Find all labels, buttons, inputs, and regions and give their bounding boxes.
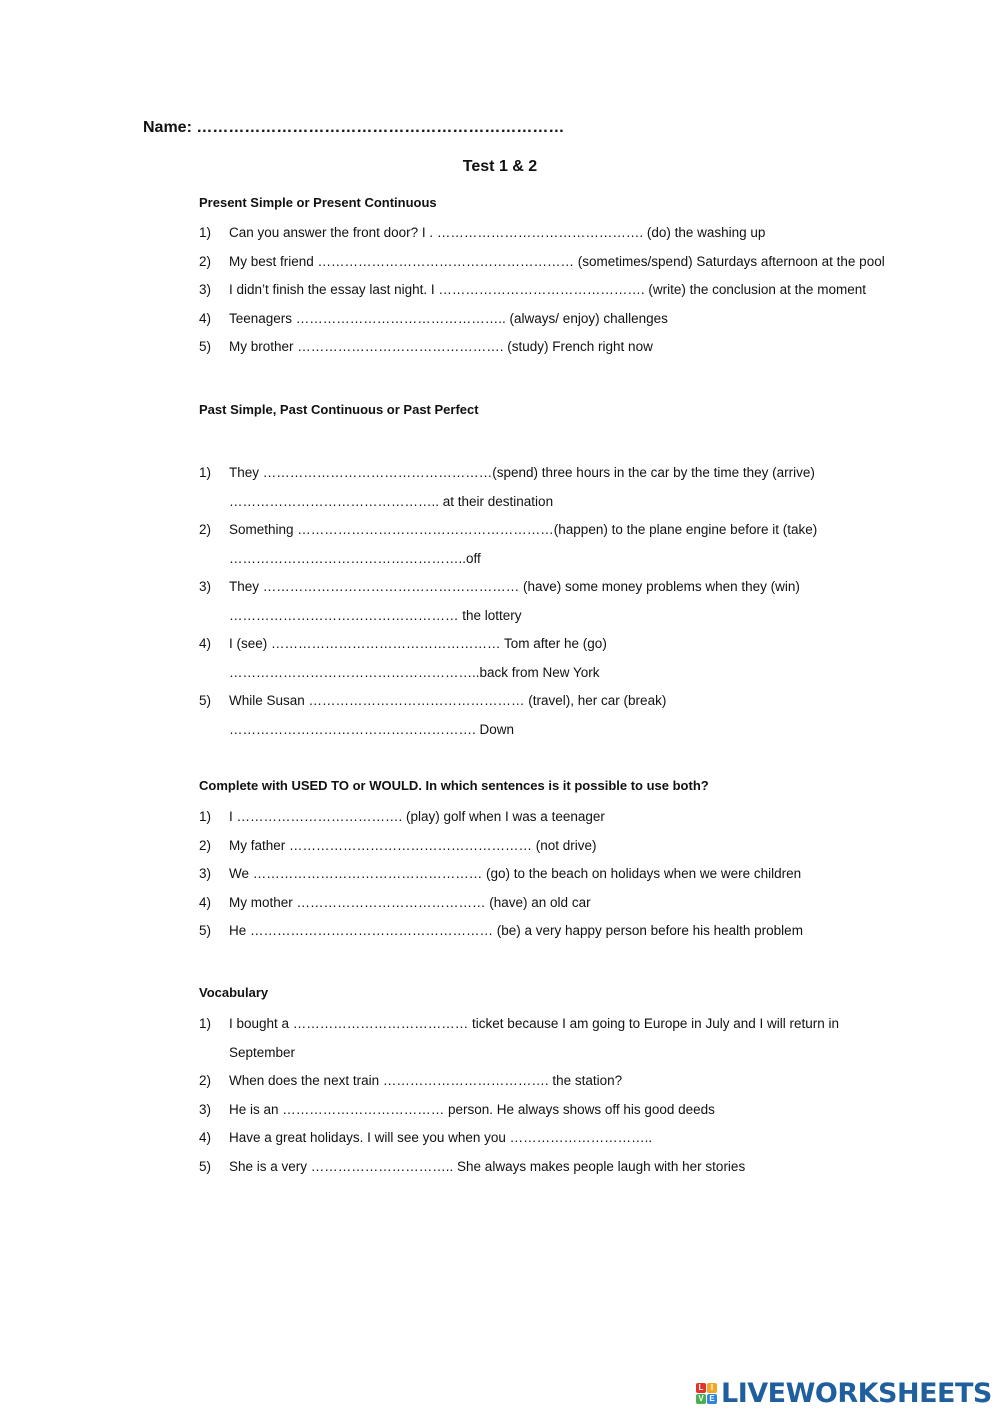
item-number: 3) xyxy=(199,579,212,594)
item-number: 5) xyxy=(199,339,212,354)
exercise-item xyxy=(199,687,879,744)
item-number: 5) xyxy=(199,923,212,938)
item-number: 3) xyxy=(199,1101,212,1117)
logo-mark-cell: V xyxy=(696,1394,706,1404)
logo-mark-cell: L xyxy=(696,1383,706,1393)
section-heading: Present Simple or Present Continuous xyxy=(199,195,437,210)
exercise-item xyxy=(199,219,879,248)
item-text: I didn’t finish the essay last night. I ………………………………………. (write) the conclusion at the moment xyxy=(229,282,866,297)
item-number: 3) xyxy=(199,866,212,881)
item-text: We …………………………………………… (go) to the beach on holidays when we were children xyxy=(229,866,802,881)
item-text: They ……………………………………………(spend) three hours in the car by the time they (arrive) ……………………………………….. at their destination xyxy=(229,465,815,509)
item-number: 2) xyxy=(199,1073,212,1088)
section-heading: Complete with USED TO or WOULD. In which sentences is it possible to use both? xyxy=(199,778,709,793)
liveworksheets-logo xyxy=(696,1376,992,1410)
item-number: 5) xyxy=(199,1158,212,1174)
exercise-item xyxy=(199,832,879,861)
item-text: Teenagers ……………………………………….. (always/ enjoy) challenges xyxy=(229,310,668,326)
item-text: She is a very ………………………….. She always makes people laugh with her stories xyxy=(229,1158,746,1174)
exercise-item xyxy=(199,803,879,832)
item-number: 4) xyxy=(199,636,212,651)
item-number: 4) xyxy=(199,894,212,910)
item-text: He is an ……………………………… person. He always shows off his good deeds xyxy=(229,1101,715,1117)
item-text: My best friend ………………………………………………… (sometimes/spend) Saturdays afternoon at the pool xyxy=(229,253,885,269)
item-number: 4) xyxy=(199,1130,212,1145)
section-heading: Past Simple, Past Continuous or Past Perfect xyxy=(199,402,479,417)
item-text: My brother ………………………………………. (study) French right now xyxy=(229,339,653,354)
item-text: While Susan ………………………………………… (travel), her car (break) ………………………………………………. Down xyxy=(229,693,667,737)
logo-mark-icon xyxy=(696,1383,717,1404)
item-text: Something …………………………………………………(happen) to the plane engine before it (take) ……………………………………………..off xyxy=(229,522,818,566)
exercise-item xyxy=(199,889,879,918)
section-vocabulary xyxy=(199,984,879,1181)
item-text: My father ……………………………………………… (not drive) xyxy=(229,837,597,853)
item-text: They ………………………………………………… (have) some money problems when they (win) …………………………………………… the lottery xyxy=(229,579,800,623)
section-past-tenses xyxy=(199,401,879,744)
item-number: 2) xyxy=(199,837,212,853)
item-number: 4) xyxy=(199,310,212,326)
exercise-item xyxy=(199,333,879,362)
item-number: 1) xyxy=(199,1016,212,1031)
item-number: 5) xyxy=(199,693,212,708)
name-field-line: Name: …………………………………………………………… xyxy=(143,119,565,136)
item-text: Can you answer the front door? I . ………………………………………. (do) the washing up xyxy=(229,225,766,240)
exercise-item xyxy=(199,573,879,630)
exercise-item xyxy=(199,917,879,946)
exercise-item xyxy=(199,1067,879,1096)
exercise-item xyxy=(199,1096,879,1125)
logo-text: LIVEWORKSHEETS xyxy=(721,1377,992,1409)
logo-mark-cell: E xyxy=(707,1394,717,1404)
item-number: 3) xyxy=(199,282,212,297)
exercise-item xyxy=(199,305,879,334)
item-number: 1) xyxy=(199,465,212,480)
item-text: He ……………………………………………… (be) a very happy person before his health problem xyxy=(229,923,803,938)
section-heading: Vocabulary xyxy=(199,985,269,1000)
page-title: Test 1 & 2 xyxy=(462,158,538,175)
exercise-item xyxy=(199,276,879,305)
item-number: 2) xyxy=(199,522,212,537)
exercise-item xyxy=(199,459,879,516)
item-text: My mother …………………………………… (have) an old car xyxy=(229,894,591,910)
exercise-item xyxy=(199,248,885,277)
item-text: Have a great holidays. I will see you when you ………………………….. xyxy=(229,1130,653,1145)
section-used-to-would xyxy=(199,777,879,946)
item-number: 2) xyxy=(199,253,212,269)
item-text: When does the next train ………………………………. the station? xyxy=(229,1073,623,1088)
item-text: I ………………………………. (play) golf when I was a teenager xyxy=(229,809,605,824)
exercise-item xyxy=(199,630,879,687)
logo-mark-cell: I xyxy=(707,1383,717,1393)
exercise-item xyxy=(199,1124,879,1153)
item-number: 1) xyxy=(199,809,212,824)
item-text: I (see) …………………………………………… Tom after he (go) ………………………………………………..back from New York xyxy=(229,636,607,680)
exercise-item xyxy=(199,1153,879,1182)
item-text: I bought a ………………………………… ticket because I am going to Europe in July and I will return in September xyxy=(229,1016,839,1060)
exercise-item xyxy=(199,1010,879,1067)
section-present-tenses xyxy=(199,194,885,362)
exercise-item xyxy=(199,860,879,889)
exercise-item xyxy=(199,516,879,573)
item-number: 1) xyxy=(199,225,212,240)
